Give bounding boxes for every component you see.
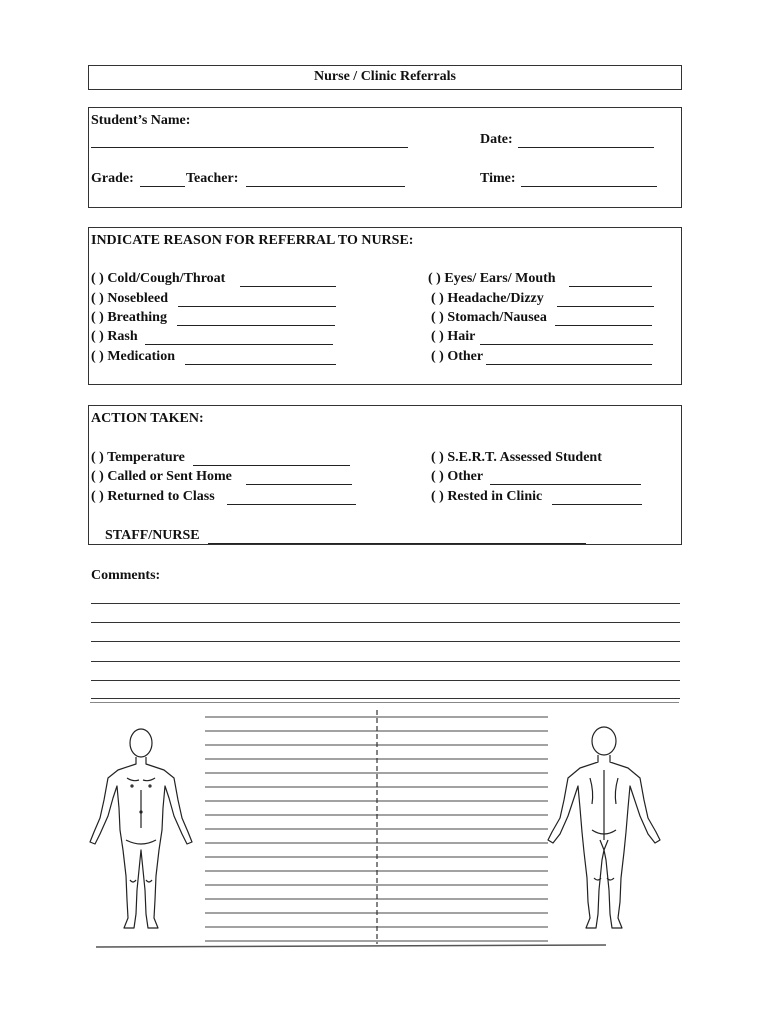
form-title-box <box>88 65 682 90</box>
reason-cold-cough-throat[interactable]: ( ) Cold/Cough/Throat <box>91 271 226 286</box>
comment-line[interactable] <box>91 641 680 642</box>
reason-nosebleed[interactable]: ( ) Nosebleed <box>91 291 168 306</box>
reason-headache-dizzy[interactable]: ( ) Headache/Dizzy <box>431 291 544 306</box>
human-body-front-icon <box>90 729 192 928</box>
reason-line[interactable] <box>145 344 333 345</box>
staff-nurse-label: STAFF/NURSE <box>105 528 200 543</box>
reason-line[interactable] <box>480 344 653 345</box>
comment-line[interactable] <box>91 622 680 623</box>
reason-line[interactable] <box>557 306 654 307</box>
body-diagram <box>0 700 770 1000</box>
reason-line[interactable] <box>569 286 652 287</box>
reason-line[interactable] <box>177 325 335 326</box>
diagram-bottom-line <box>96 945 606 947</box>
comment-line[interactable] <box>91 680 680 681</box>
action-line[interactable] <box>246 484 352 485</box>
teacher-field[interactable] <box>246 186 405 187</box>
referral-reason-heading: INDICATE REASON FOR REFERRAL TO NURSE: <box>91 233 414 248</box>
action-line[interactable] <box>552 504 642 505</box>
student-name-field[interactable] <box>91 147 408 148</box>
action-other[interactable]: ( ) Other <box>431 469 484 484</box>
action-line[interactable] <box>490 484 641 485</box>
comment-line[interactable] <box>91 661 680 662</box>
action-temperature[interactable]: ( ) Temperature <box>91 450 185 465</box>
reason-medication[interactable]: ( ) Medication <box>91 349 175 364</box>
time-label: Time: <box>480 171 516 186</box>
grade-field[interactable] <box>140 186 185 187</box>
reason-rash[interactable]: ( ) Rash <box>91 329 138 344</box>
comment-line[interactable] <box>91 698 680 699</box>
time-field[interactable] <box>521 186 657 187</box>
action-line[interactable] <box>227 504 356 505</box>
action-rested-in-clinic[interactable]: ( ) Rested in Clinic <box>431 489 543 504</box>
form-title: Nurse / Clinic Referrals <box>314 69 456 84</box>
reason-other[interactable]: ( ) Other <box>431 349 484 364</box>
reason-hair[interactable]: ( ) Hair <box>431 329 476 344</box>
teacher-label: Teacher: <box>186 171 239 186</box>
comment-line[interactable] <box>91 603 680 604</box>
reason-line[interactable] <box>185 364 336 365</box>
date-label: Date: <box>480 132 513 147</box>
action-taken-heading: ACTION TAKEN: <box>91 411 204 426</box>
reason-line[interactable] <box>555 325 652 326</box>
reason-breathing[interactable]: ( ) Breathing <box>91 310 167 325</box>
reason-stomach-nausea[interactable]: ( ) Stomach/Nausea <box>431 310 547 325</box>
student-name-label: Student’s Name: <box>91 113 191 128</box>
reason-line[interactable] <box>178 306 336 307</box>
action-called-sent-home[interactable]: ( ) Called or Sent Home <box>91 469 232 484</box>
action-line[interactable] <box>193 465 350 466</box>
reason-line[interactable] <box>240 286 336 287</box>
action-sert-assessed[interactable]: ( ) S.E.R.T. Assessed Student <box>431 450 602 465</box>
reason-line[interactable] <box>486 364 652 365</box>
date-field[interactable] <box>518 147 654 148</box>
reason-eyes-ears-mouth[interactable]: ( ) Eyes/ Ears/ Mouth <box>428 271 556 286</box>
comments-label: Comments: <box>91 568 161 583</box>
grade-label: Grade: <box>91 171 134 186</box>
human-body-back-icon <box>548 727 660 928</box>
staff-nurse-field[interactable] <box>208 543 586 544</box>
action-returned-to-class[interactable]: ( ) Returned to Class <box>91 489 215 504</box>
